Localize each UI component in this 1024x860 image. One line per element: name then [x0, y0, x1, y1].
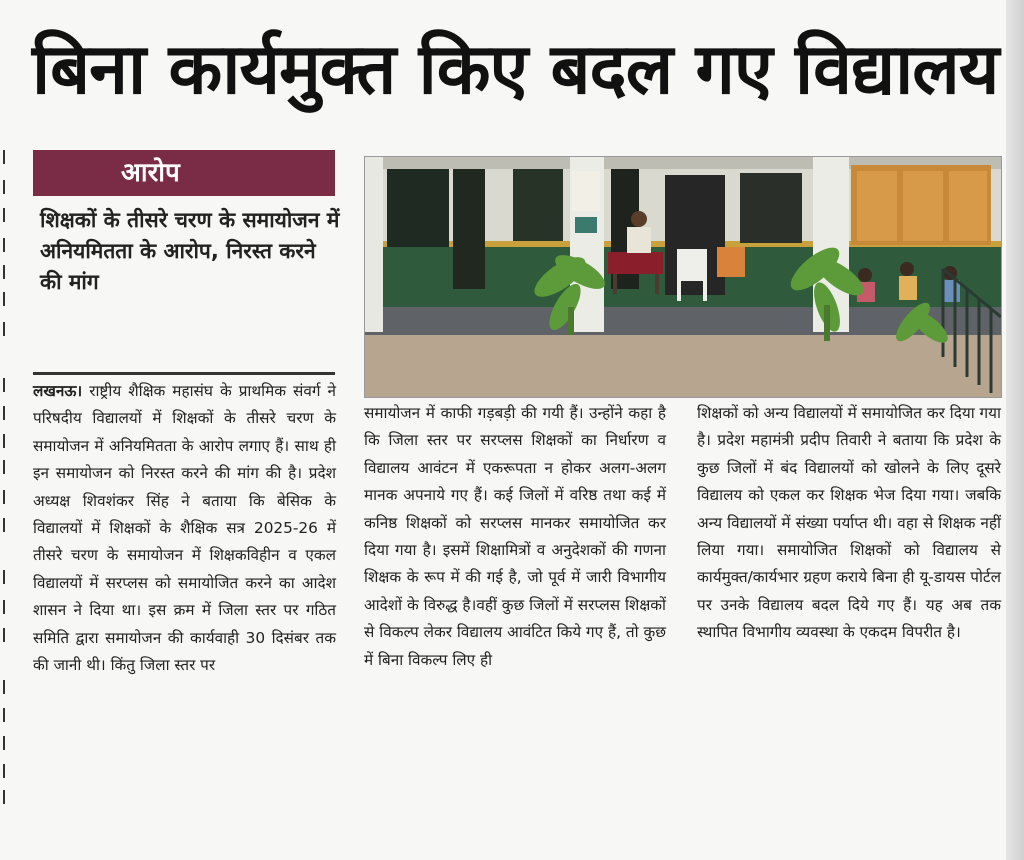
headline: बिना कार्यमुक्त किए बदल गए विद्यालय [32, 28, 999, 110]
article-column-2: समायोजन में काफी गड़बड़ी की गयी हैं। उन्होंने कहा है कि जिला स्तर पर सरप्लस शिक्षकों का निर्धारण व विद्यालय आवंटन में एकरूपता न होकर अलग-अलग मानक अपनाये गए हैं। कई जिलों में वरिष्ठ तथा कई में कनिष्ठ शिक्षकों को सरप्लस मानकर समायोजित कर दिया गया है। इसमें शिक्षामित्रों व अनुदेशकों की गणना शिक्षक के रूप में की गई है, जो पूर्व में जारी विभागीय आदेशों के विरुद्ध है।वहीं कुछ जिलों में सरप्लस शिक्षकों से विकल्प लेकर विद्यालय आवंटित किये गए हैं, तो कुछ में बिना विकल्प लिए ही [364, 404, 666, 669]
article-column-3: शिक्षकों को अन्य विद्यालयों में समायोजित कर दिया गया है। प्रदेश महामंत्री प्रदीप तिवारी ने बताया कि प्रदेश के कुछ जिलों में बंद विद्यालयों को खोलने के लिए दूसरे विद्यालय को एकल कर शिक्षक भेज दिया गया। जबकि अन्य विद्यालयों में संख्या पर्याप्त थी। वहा से शिक्षक नहीं लिया गया। समायोजित शिक्षकों को विद्यालय से कार्यमुक्त/कार्यभार ग्रहण कराये बिना ही यू-डायस पोर्टल पर उनके विद्यालय बदल दिये गए हैं। यह अब तक स्थापित विभागीय व्यवस्था के एकदम विपरीत है। [697, 404, 1001, 642]
school-photo [364, 156, 1002, 398]
badge-label: आरोप [121, 158, 180, 188]
page-edge [1006, 0, 1024, 860]
article-text-1: राष्ट्रीय शैक्षिक महासंघ के प्राथमिक संवर्ग ने परिषदीय विद्यालयों में शिक्षकों के तीसरे चरण के समायोजन में अनियमितता के आरोप लगाए हैं। साथ ही इन समायोजन को निरस्त करने की मांग की है। प्रदेश अध्यक्ष शिवशंकर सिंह ने बताया कि बेसिक के विद्यालयों में शिक्षकों के शैक्षिक सत्र 2025-26 में तीसरे चरण के समायोजन में शिक्षकविहीन व एकल विद्यालयों में सरप्लस को समायोजित करने का आदेश शासन ने दिया था। इस क्रम में जिला स्तर पर गठित समिति द्वारा समायोजन की कार्यवाही 30 दिसंबर तक की जानी थी। किंतु जिला स्तर पर [33, 382, 336, 675]
adjacent-column-edge [0, 140, 14, 840]
dateline: लखनऊ। [33, 382, 83, 400]
section-badge [33, 150, 335, 196]
subheading: शिक्षकों के तीसरे चरण के समायोजन में अनियमितता के आरोप, निरस्त करने की मांग [40, 208, 340, 294]
divider [33, 372, 335, 375]
article-column-1 [33, 378, 336, 679]
